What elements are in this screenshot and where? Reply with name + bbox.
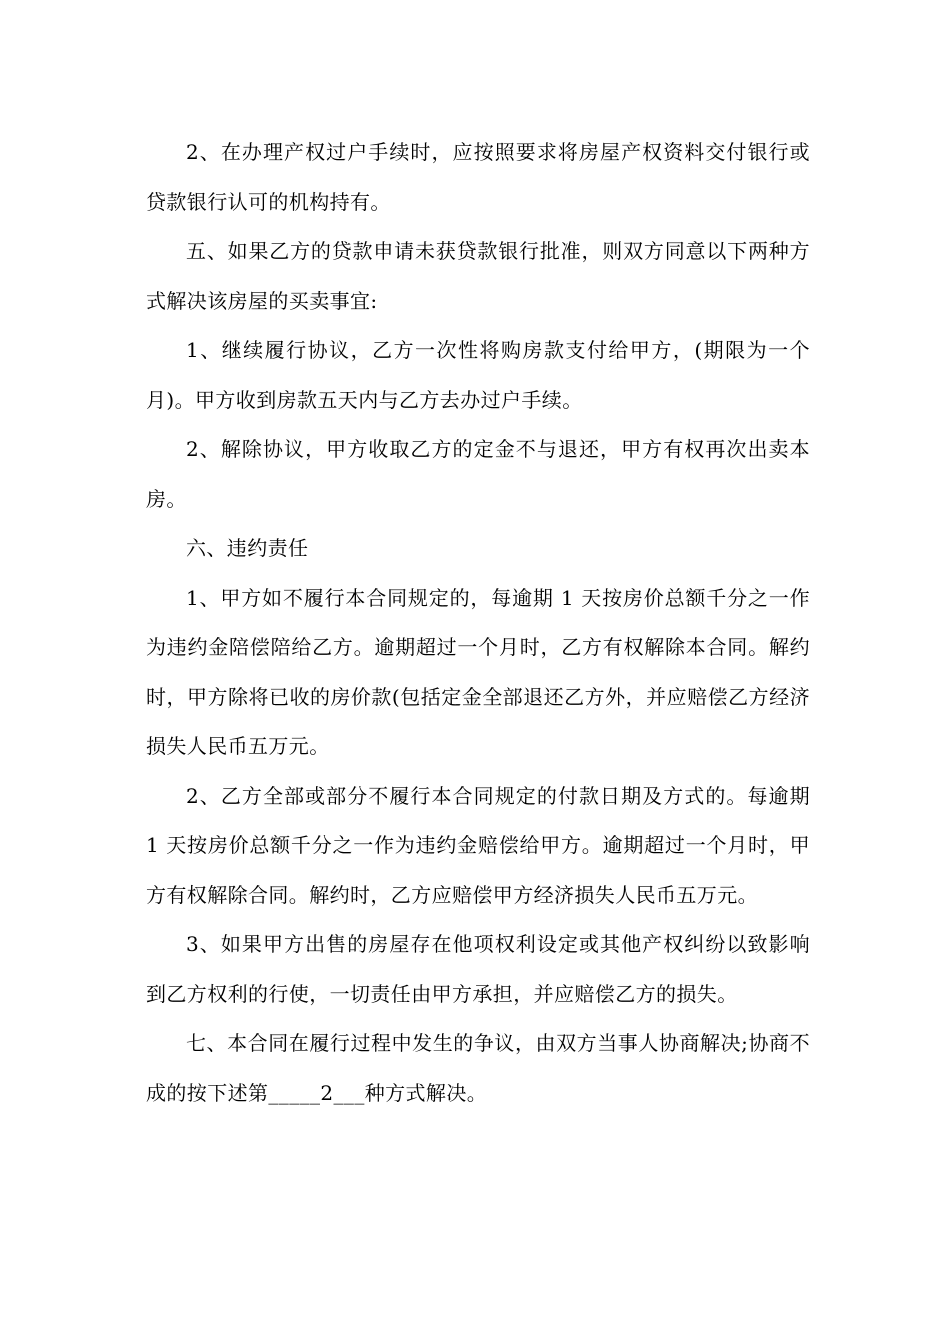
paragraph-transfer-documents: 2、在办理产权过户手续时，应按照要求将房屋产权资料交付银行或贷款银行认可的机构持有。: [146, 140, 810, 214]
paragraph-clause-five: 五、如果乙方的贷款申请未获贷款银行批准，则双方同意以下两种方式解决该房屋的买卖事宜:: [146, 239, 810, 313]
paragraph-option-continue: 1、继续履行协议，乙方一次性将购房款支付给甲方，(期限为一个月)。甲方收到房款五天内与乙方去办过户手续。: [146, 338, 810, 412]
section-heading-breach: 六、违约责任: [186, 536, 309, 560]
paragraph-party-a-breach: 1、甲方如不履行本合同规定的，每逾期 1 天按房价总额千分之一作为违约金陪偿陪给乙方。逾期超过一个月时，乙方有权解除本合同。解约时，甲方除将已收的房价款(包括定金全部退还乙方外，并应赔偿乙方经济损失人民币五万元。: [146, 585, 810, 758]
paragraph-property-rights-dispute: 3、如果甲方出售的房屋存在他项权利设定或其他产权纠纷以致影响到乙方权利的行使，一切责任由甲方承担，并应赔偿乙方的损失。: [146, 932, 810, 1006]
contract-body: [146, 128, 817, 1118]
paragraph-party-b-breach: 2、乙方全部或部分不履行本合同规定的付款日期及方式的。每逾期 1 天按房价总额千分之一作为违约金赔偿给甲方。逾期超过一个月时，甲方有权解除合同。解约时，乙方应赔偿甲方经济损失人民币五万元。: [146, 783, 817, 907]
paragraph-option-terminate: 2、解除协议，甲方收取乙方的定金不与退还，甲方有权再次出卖本房。: [146, 437, 810, 511]
paragraph-clause-seven-dispute: 七、本合同在履行过程中发生的争议，由双方当事人协商解决;协商不成的按下述第_____2___种方式解决。: [146, 1031, 810, 1105]
